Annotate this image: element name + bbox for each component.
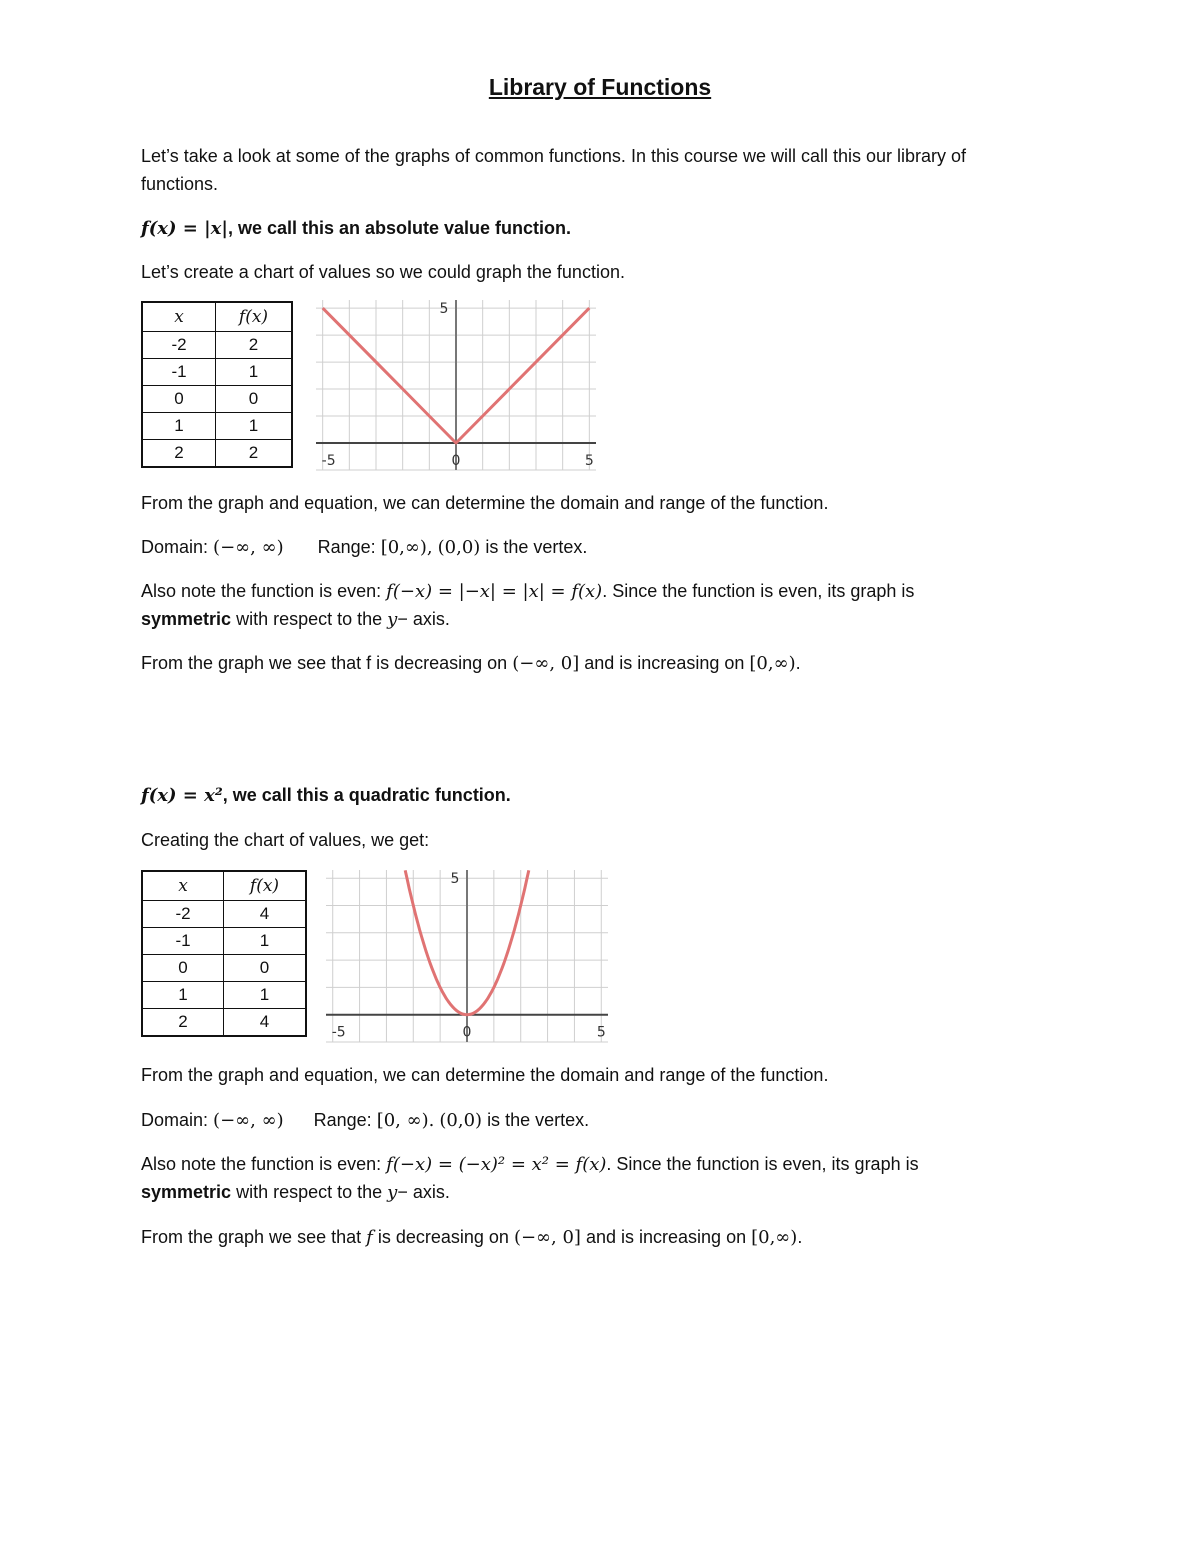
heading-2-equation: f(x) = x² bbox=[141, 785, 223, 806]
mono-decreasing: (−∞, 0] bbox=[512, 653, 580, 674]
vertex-point: (0,0) bbox=[437, 537, 481, 558]
intro-line-2: functions. bbox=[141, 174, 219, 194]
x-tick-label: -5 bbox=[321, 453, 336, 470]
table-cell: 4 bbox=[224, 901, 307, 928]
vertex-point: (0,0) bbox=[439, 1110, 483, 1131]
mono-prefix: From the graph we see that f is decreasing on bbox=[141, 653, 508, 673]
vertex-text: is the vertex. bbox=[485, 537, 588, 557]
symmetric-bold: symmetric bbox=[141, 609, 232, 629]
domain-label: Domain: bbox=[141, 537, 209, 557]
mono-increasing: [0,∞) bbox=[751, 1227, 798, 1248]
table-cell: 1 bbox=[142, 413, 216, 440]
table-cell: 1 bbox=[224, 982, 307, 1009]
table-cell: 0 bbox=[142, 955, 224, 982]
range-label: Range: bbox=[313, 1110, 372, 1130]
table-header-x: x bbox=[142, 302, 216, 332]
table-cell: 1 bbox=[142, 982, 224, 1009]
vertex-text: is the vertex. bbox=[487, 1110, 590, 1130]
symmetry-axis: − axis. bbox=[397, 609, 450, 629]
y-tick-label: 5 bbox=[450, 871, 460, 888]
x-tick-label: 5 bbox=[596, 1024, 606, 1041]
mono-increasing: [0,∞) bbox=[749, 653, 796, 674]
x-tick-label: 0 bbox=[451, 453, 461, 470]
table-cell: 2 bbox=[216, 440, 293, 468]
symmetric-bold: symmetric bbox=[141, 1182, 232, 1202]
table-cell: 0 bbox=[224, 955, 307, 982]
mono-prefix-2: is decreasing on bbox=[377, 1227, 509, 1247]
table-cell: 1 bbox=[216, 413, 293, 440]
table-header-fx: f(x) bbox=[224, 871, 307, 901]
table-cell: -1 bbox=[142, 359, 216, 386]
even-suffix: . Since the function is even, its graph is bbox=[606, 1154, 919, 1174]
table-header-fx: f(x) bbox=[216, 302, 293, 332]
range-label: Range: bbox=[317, 537, 376, 557]
even-equation: f(−x) = |−x| = |x| = f(x) bbox=[386, 581, 603, 602]
heading-2-text: , we call this a quadratic function. bbox=[222, 785, 511, 805]
mono-decreasing: (−∞, 0] bbox=[513, 1227, 581, 1248]
x-tick-label: 5 bbox=[584, 453, 594, 470]
table-cell: 0 bbox=[216, 386, 293, 413]
even-suffix: . Since the function is even, its graph is bbox=[602, 581, 915, 601]
section-2-monotonic bbox=[141, 1223, 802, 1252]
section-2-symmetry bbox=[141, 1178, 450, 1207]
mono-mid: and is increasing on bbox=[584, 653, 745, 673]
table-cell: -2 bbox=[142, 901, 224, 928]
table-cell: 1 bbox=[224, 928, 307, 955]
mono-end: . bbox=[797, 1227, 803, 1247]
symmetry-var: y bbox=[387, 609, 398, 630]
range-value: [0,∞), bbox=[380, 537, 433, 558]
domain-value: (−∞, ∞) bbox=[213, 1110, 284, 1131]
section-2-domain-intro: From the graph and equation, we can determine the domain and range of the function. bbox=[141, 1065, 829, 1085]
even-equation: f(−x) = (−x)² = x² = f(x) bbox=[386, 1154, 607, 1175]
mono-mid: and is increasing on bbox=[585, 1227, 747, 1247]
table-cell: 2 bbox=[216, 332, 293, 359]
symmetry-var: y bbox=[387, 1182, 398, 1203]
section-2-domain-range bbox=[141, 1106, 589, 1135]
symmetry-text: with respect to the bbox=[236, 609, 383, 629]
y-tick-label: 5 bbox=[439, 301, 449, 318]
range-value: [0, ∞). bbox=[376, 1110, 435, 1131]
mono-prefix: From the graph we see that bbox=[141, 1227, 362, 1247]
intro-line-1: Let’s take a look at some of the graphs of common functions. In this course we will call this our library of bbox=[141, 146, 967, 166]
x-tick-label: 0 bbox=[462, 1024, 472, 1041]
mono-end: . bbox=[795, 653, 801, 673]
table-cell: 1 bbox=[216, 359, 293, 386]
page-title: Library of Functions bbox=[488, 74, 712, 100]
mono-f: f bbox=[366, 1227, 373, 1248]
x-tick-label: -5 bbox=[331, 1024, 346, 1041]
heading-1-equation: f(x) = |x| bbox=[141, 218, 228, 239]
domain-label: Domain: bbox=[141, 1110, 209, 1130]
table-cell: -1 bbox=[142, 928, 224, 955]
heading-1-text: , we call this an absolute value function. bbox=[227, 218, 572, 238]
table-cell: 4 bbox=[224, 1009, 307, 1037]
section-1-subintro: Let’s create a chart of values so we could graph the function. bbox=[141, 262, 625, 282]
section-2-even bbox=[141, 1150, 919, 1179]
section-1-domain-intro: From the graph and equation, we can determine the domain and range of the function. bbox=[141, 493, 829, 513]
table-cell: 2 bbox=[142, 1009, 224, 1037]
table-cell: -2 bbox=[142, 332, 216, 359]
section-2-subintro: Creating the chart of values, we get: bbox=[141, 830, 430, 850]
table-cell: 2 bbox=[142, 440, 216, 468]
table-cell: 0 bbox=[142, 386, 216, 413]
symmetry-axis: − axis. bbox=[397, 1182, 450, 1202]
symmetry-text: with respect to the bbox=[236, 1182, 383, 1202]
domain-value: (−∞, ∞) bbox=[213, 537, 284, 558]
even-prefix: Also note the function is even: bbox=[141, 1154, 382, 1174]
table-header-x: x bbox=[142, 871, 224, 901]
even-prefix: Also note the function is even: bbox=[141, 581, 382, 601]
